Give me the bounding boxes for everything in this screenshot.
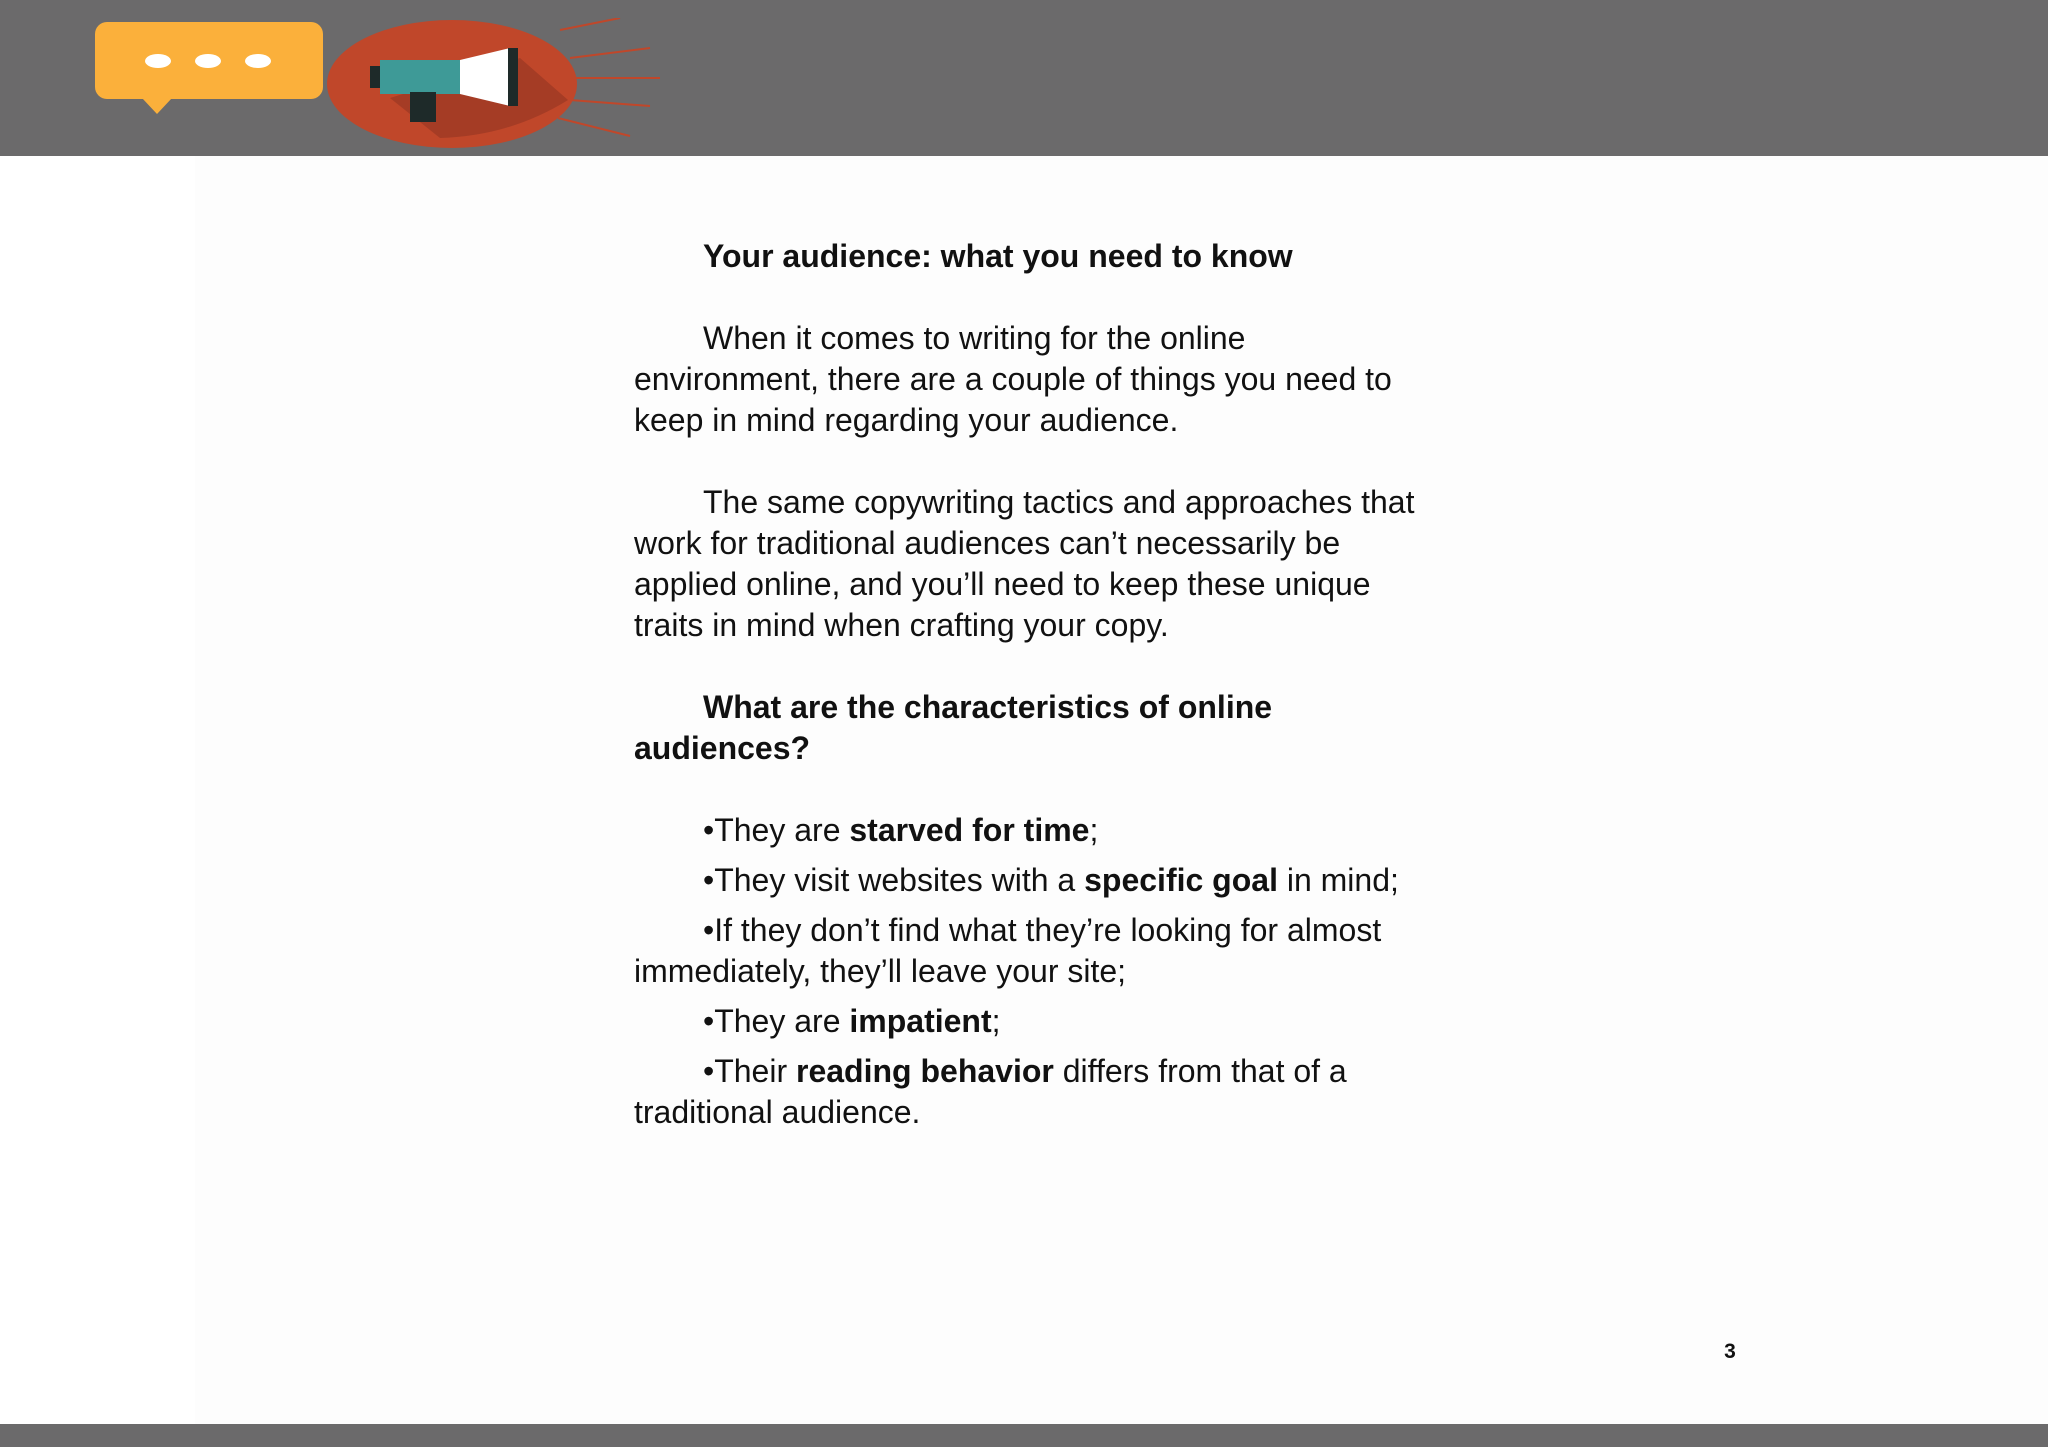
list-item: •They visit websites with a specific goal in mind; xyxy=(703,862,1399,898)
list-item: •They are starved for time; xyxy=(703,812,1099,848)
document-body xyxy=(634,236,1434,1142)
list-item: •They are impatient; xyxy=(703,1003,1001,1039)
section-heading: What are the characteristics of online audiences? xyxy=(634,689,1273,766)
header-logo xyxy=(90,18,660,153)
speech-bubble-icon xyxy=(95,22,323,114)
characteristics-list xyxy=(634,810,1434,1133)
paragraph-traits: The same copywriting tactics and approaches that work for traditional audiences can’t necessarily be applied online, and you’ll need to keep these unique traits in mind when crafting your copy. xyxy=(634,484,1415,643)
paragraph-intro: When it comes to writing for the online environment, there are a couple of things you need to keep in mind regarding your audience. xyxy=(634,320,1392,438)
megaphone-icon xyxy=(327,18,660,148)
list-item: •Their reading behavior differs from that of a traditional audience. xyxy=(634,1053,1347,1130)
footer-band xyxy=(0,1424,2048,1447)
list-item: •If they don’t find what they’re looking for almost immediately, they’ll leave your site; xyxy=(634,912,1382,989)
page-number: 3 xyxy=(1724,1340,1736,1363)
page-title: Your audience: what you need to know xyxy=(703,238,1293,274)
